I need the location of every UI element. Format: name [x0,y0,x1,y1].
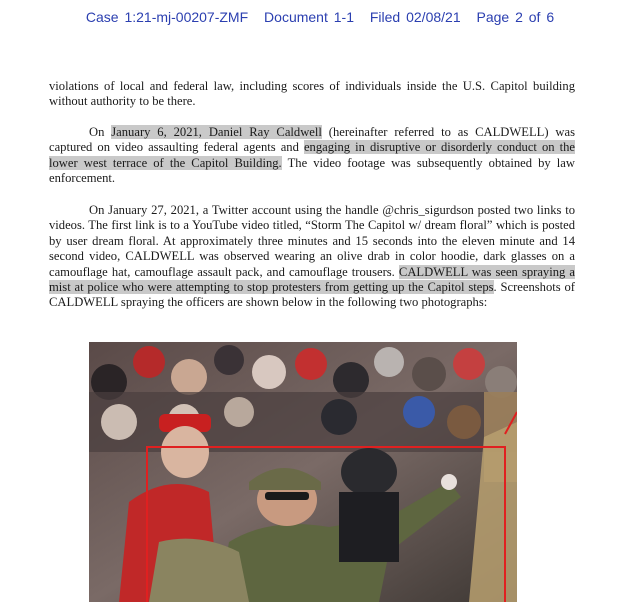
paragraph-2-seg1: On [89,125,112,139]
paragraph-1-text: violations of local and federal law, including scores of individuals inside the U.S. Capitol building without authority to be there. [49,79,575,109]
filed-date: Filed 02/08/21 [369,9,461,25]
document-number: Document 1-1 [264,9,354,25]
paragraph-3-highlight: CALDWELL was seen spraying a mist at police who were attempting to stop protesters from getting up the Capitol steps [49,264,576,295]
paragraph-3-seg1: On January 27, 2021, a Twitter account using the handle @chris_sigurdson posted two links to videos. The first link is to a YouTube video titled, “Storm The Capitol w/ dream floral” which is posted by user dream floral. At approximately three minutes and 15 seconds into the eleven minute and 14 second video, CALDWELL was observed wearing an olive drab in color hoodie, dark glasses on a camouflage hat, camouflage assault pack, and camouflage trousers. [49,203,575,279]
page-number: Page 2 of 6 [476,9,555,25]
paragraph-2-highlight-1: January 6, 2021, Daniel Ray Caldwell [111,125,322,139]
page-header [0,9,640,25]
paragraph-3 [49,203,575,311]
paragraph-2 [49,125,575,187]
paragraph-3-seg3: . Screenshots of CALDWELL spraying the officers are shown below in the following two photographs: [49,280,575,310]
paragraph-1 [49,79,575,110]
case-number: Case 1:21-mj-00207-ZMF [85,9,249,25]
paragraph-2-seg5: The video footage was subsequently obtained by law enforcement. [49,155,575,186]
paragraph-2-seg3: (hereinafter referred to as CALDWELL) was captured on video assaulting federal agents and [49,125,575,155]
crowd-photo [89,342,517,602]
paragraph-2-highlight-2: engaging in disruptive or disorderly conduct on the lower west terrace of the Capitol Building. [49,140,575,170]
